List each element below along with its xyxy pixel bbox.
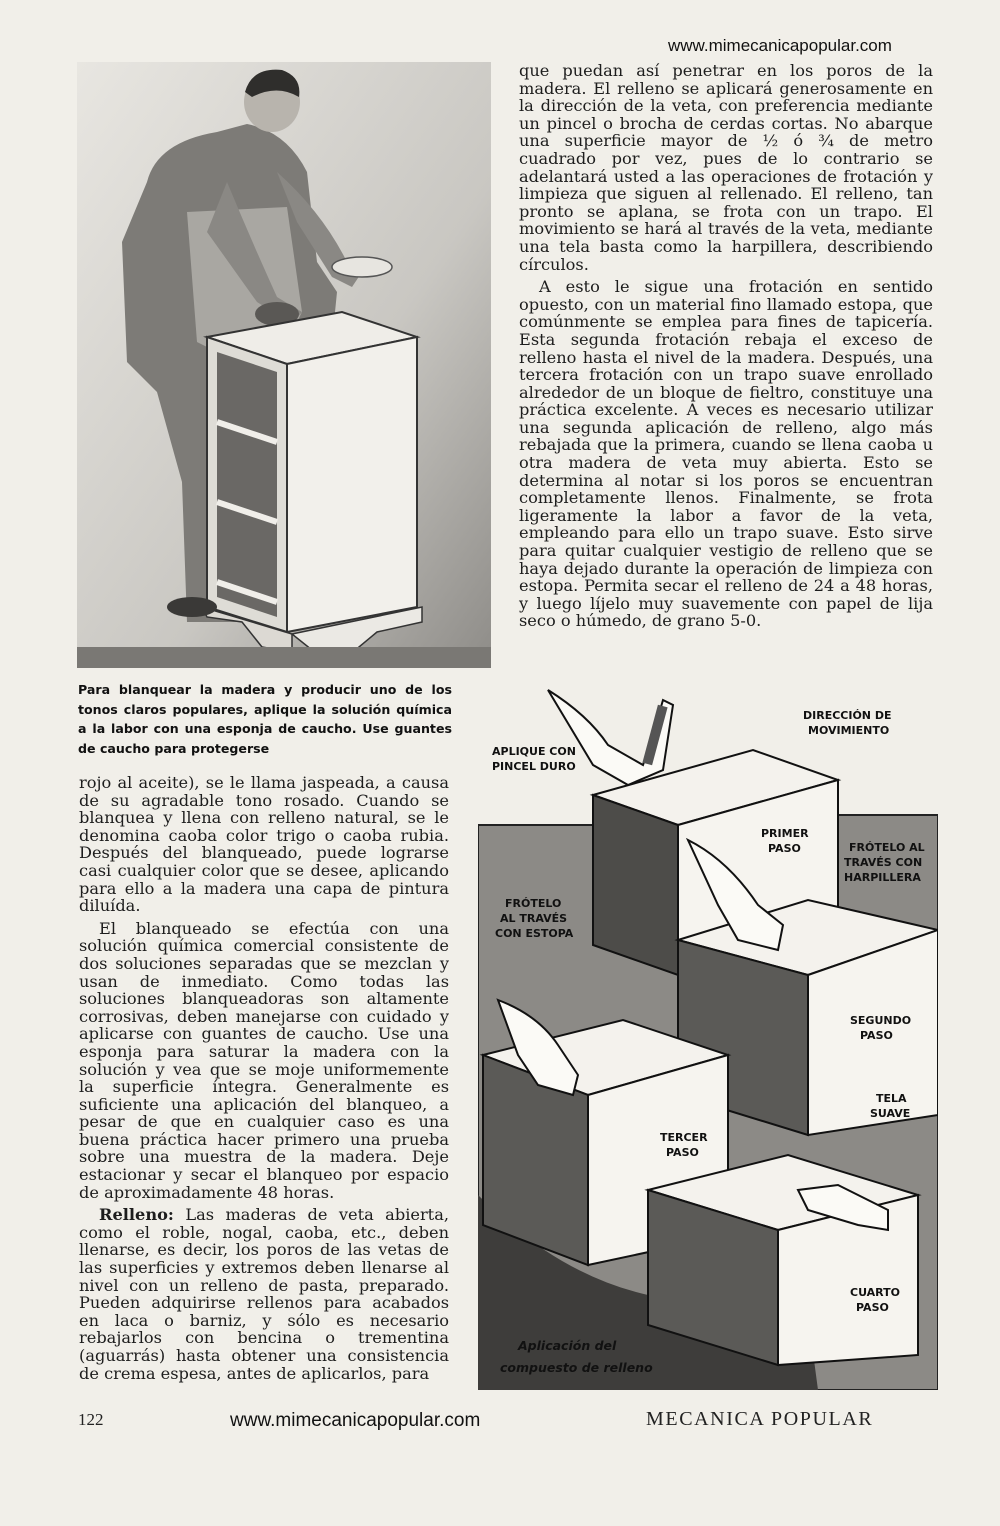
label-direccion-1: DIRECCIÓN DE xyxy=(803,709,892,722)
label-estopa-1: FRÓTELO xyxy=(505,897,562,910)
header-url: www.mimecanicapopular.com xyxy=(668,36,892,55)
label-harpillera-2: TRAVÉS CON xyxy=(844,856,923,869)
paragraph: El blanqueado se efectúa con una solución química comercial consistente de dos soluciones separadas que se mezclan y usan de inmediato. Como todas las soluciones blanqueadoras son altamente corrosivas, deben manejarse con cuidado y aplicarse con guantes de caucho. Use una esponja para saturar la madera con la solución y vea que se moje uniformemente la superficie íntegra. Generalmente es suficiente una aplicación del blanqueo, a pesar de que en cualquier caso es una buena práctica hacer primero una prueba sobre una muestra de la madera. Deje estacionar y secar el blanqueo por espacio de aproximadamente 48 horas. xyxy=(79,918,449,1202)
label-tercer-2: PASO xyxy=(666,1146,699,1159)
label-direccion-2: MOVIMIENTO xyxy=(808,724,890,737)
label-estopa-3: CON ESTOPA xyxy=(495,927,574,940)
label-aplique-2: PINCEL DURO xyxy=(492,760,576,773)
label-aplique-1: APLIQUE CON xyxy=(492,745,576,758)
footer-url: www.mimecanicapopular.com xyxy=(230,1410,481,1431)
photo-caption: Para blanquear la madera y producir uno de los tonos claros populares, aplique la solución química a la labor con una esponja de caucho. Use guantes de caucho para protegerse xyxy=(78,682,452,756)
label-estopa-2: AL TRAVÉS xyxy=(500,912,568,925)
label-tercer-1: TERCER xyxy=(660,1131,708,1144)
left-text-column xyxy=(79,774,449,1382)
bleaching-photo xyxy=(77,62,491,668)
paragraph: rojo al aceite), se le llama jaspeada, a causa de su agradable tono rosado. Cuando se blanquea y llena con relleno natural, se le denomina caoba color trigo o caoba rubia. Después del blanqueado, puede lograrse casi cualquier color que se desee, aplicando para ello a la madera una capa de pintura diluída. xyxy=(79,773,449,916)
label-segundo-2: PASO xyxy=(860,1029,893,1042)
illustration-title-2: compuesto de relleno xyxy=(500,1360,653,1375)
label-segundo-1: SEGUNDO xyxy=(850,1014,912,1027)
label-tela-2: SUAVE xyxy=(870,1107,911,1120)
paragraph: A esto le sigue una frotación en sentido opuesto, con un material fino llamado estopa, que comúnmente se emplea para fines de tapicería. Esta segunda frotación rebaja el exceso de relleno hasta el nivel de la madera. Después, una tercera frotación con un trapo suave enrollado alrededor de un bloque de fieltro, constituye una práctica excelente. A veces es necesario utilizar una segunda aplicación de relleno, algo más rebajada que la primera, cuando se llena caoba u otra madera de veta muy abierta. Esto se determina al notar si los poros se encuentran completamente llenos. Finalmente, se frota ligeramente la labor a favor de la veta, empleando para ello un trapo suave. Esto sirve para quitar cualquier vestigio de relleno que se haya dejado durante la operación de limpieza con estopa. Permita secar el relleno de 24 a 48 horas, y luego líjelo muy suavemente con papel de lija seco o húmedo, de grano 5-0. xyxy=(519,277,933,631)
label-tela-1: TELA xyxy=(876,1092,907,1105)
relleno-text: Las maderas de veta abierta, como el roble, nogal, caoba, etc., deben llenarse, es decir, los poros de las vetas de las superficies y extremos deben llenarse al nivel con un relleno de pasta, preparado. Pueden adquirirse rellenos para acabados en laca o barniz, y sólo es necesario rebajarlos con bencina o trementina (aguarrás) hasta obtener una consistencia de crema espesa, antes de aplicarlos, para xyxy=(79,1205,449,1383)
label-cuarto-1: CUARTO xyxy=(850,1286,901,1299)
label-cuarto-2: PASO xyxy=(856,1301,889,1314)
label-primer-1: PRIMER xyxy=(761,827,809,840)
paragraph-relleno xyxy=(79,1206,449,1382)
filler-steps-illustration xyxy=(478,675,938,1390)
right-text-column xyxy=(519,62,933,630)
paragraph: que puedan así penetrar en los poros de la madera. El relleno se aplicará generosamente en la dirección de la veta, con preferencia mediante un pincel o brocha de cerdas cortas. No abarque una superficie mayor de ½ ó ¾ de metro cuadrado por vez, pues de lo contrario se adelantará usted a las operaciones de frotación y limpieza que siguen al rellenado. El relleno, tan pronto se aplana, se frota con un trapo. El movimiento se hará al través de la veta, mediante una tela basta como la harpillera, describiendo círculos. xyxy=(519,61,933,274)
label-harpillera-3: HARPILLERA xyxy=(844,871,921,884)
illustration-title-1: Aplicación del xyxy=(518,1338,617,1353)
label-primer-2: PASO xyxy=(768,842,801,855)
step-four-cabinet xyxy=(648,1155,918,1365)
relleno-heading: Relleno: xyxy=(99,1205,174,1225)
page-number: 122 xyxy=(78,1410,104,1429)
label-harpillera-1: FRÓTELO AL xyxy=(849,841,925,854)
magazine-name: MECANICA POPULAR xyxy=(646,1408,874,1430)
